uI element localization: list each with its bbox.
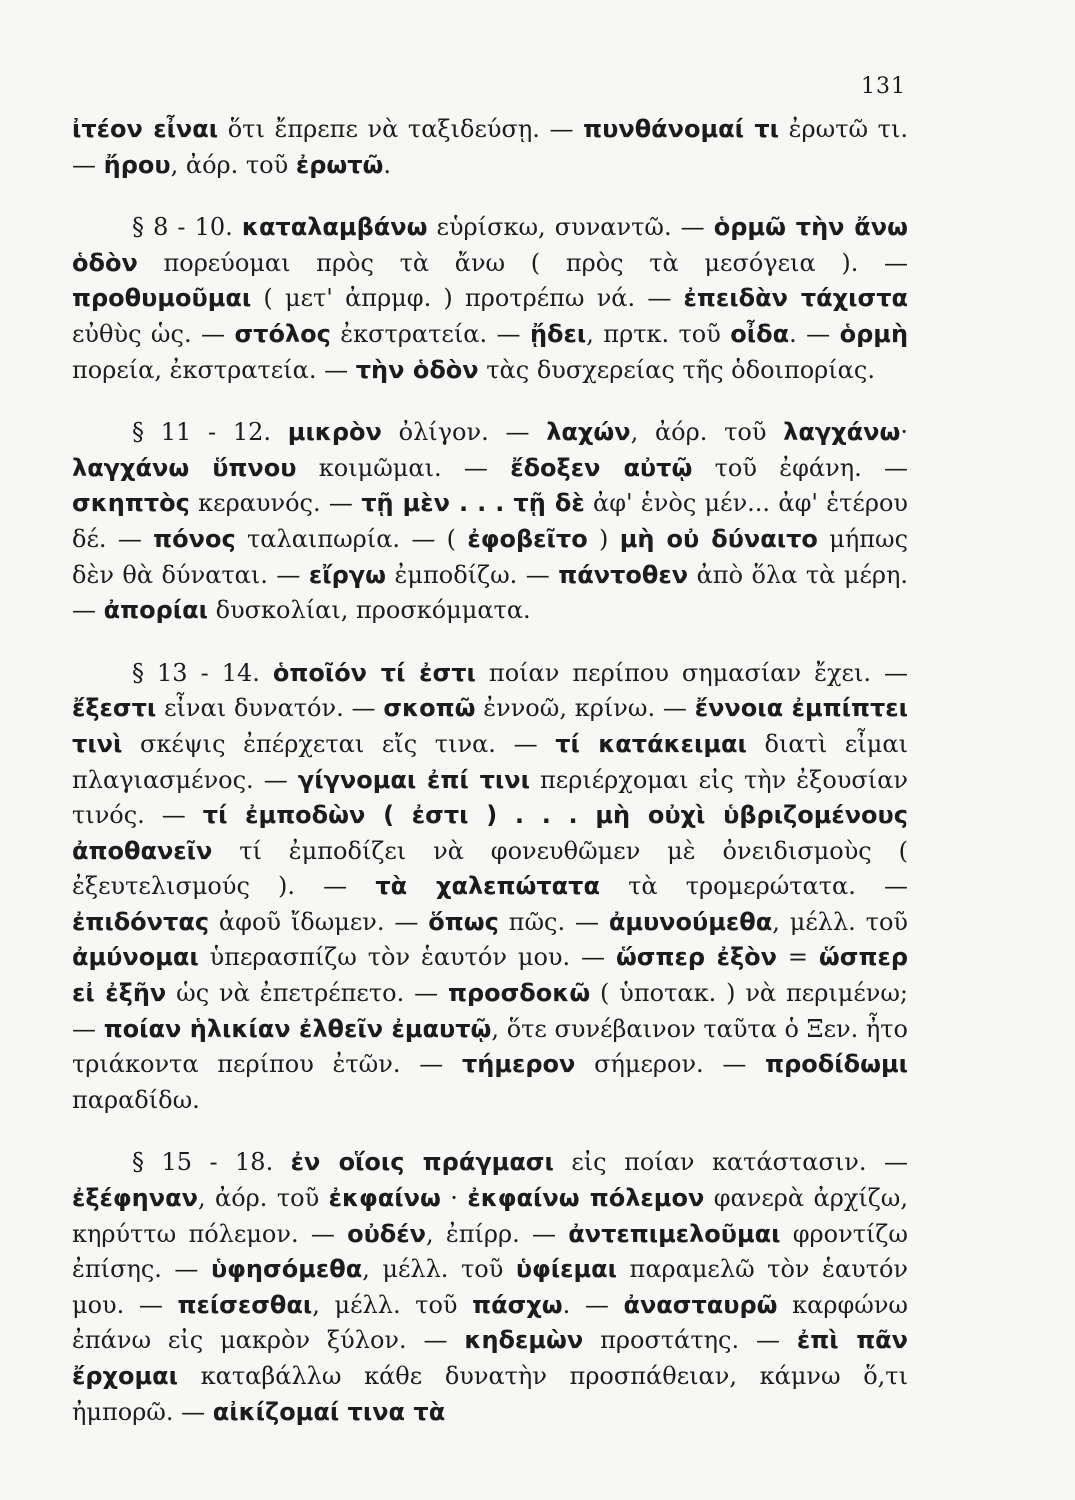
gloss-text: περιέρχομαι εἰς τὴν ἐξουσίαν τινός. — xyxy=(72,765,909,830)
lemma-term: κηδεμὼν xyxy=(464,1326,584,1355)
lemma-term: λαγχάνω ὕπνου xyxy=(72,453,297,482)
lemma-term: ὥσπερ ἐξὸν xyxy=(615,943,778,972)
lemma-term: ᾔδει xyxy=(529,319,587,348)
lemma-term: ὅπως xyxy=(428,907,499,936)
gloss-text: ταλαιπωρία. — ( xyxy=(235,524,468,553)
gloss-text: φροντίζω ἐπίσης. — xyxy=(72,1219,908,1284)
gloss-text: , ἐπίρρ. — xyxy=(425,1219,569,1248)
lemma-term: ἐξέφηναν xyxy=(72,1184,198,1213)
gloss-text: § 15 - 18. xyxy=(132,1148,291,1177)
gloss-text: κοιμῶμαι. — xyxy=(296,453,511,482)
page-number: 131 xyxy=(861,74,906,99)
lemma-term: ἀμύνομαι xyxy=(72,943,199,972)
gloss-text: πορεία, ἐκστρατεία. — xyxy=(72,355,356,384)
gloss-text: τὰς δυσχερείας τῆς ὁδοιπορίας. xyxy=(478,355,875,384)
gloss-text: ἐμποδίζω. — xyxy=(386,560,559,589)
lemma-term: τὴν ὁδὸν xyxy=(355,355,479,384)
gloss-text: , ἀόρ. τοῦ xyxy=(170,150,296,179)
lemma-term: ἐκφαίνω xyxy=(328,1184,441,1213)
lemma-term: πάσχω xyxy=(472,1290,563,1319)
lemma-term: τὰ χαλεπώτατα xyxy=(375,872,600,901)
lemma-term: ἀνασταυρῶ xyxy=(623,1290,778,1319)
gloss-text: εἰς ποίαν κατάστασιν. — xyxy=(553,1148,908,1177)
paragraph xyxy=(72,210,908,388)
lemma-term: στόλος xyxy=(234,319,331,348)
gloss-text: ἀπὸ ὅλα τὰ μέρη. — xyxy=(72,560,908,625)
lemma-term: πόνος xyxy=(153,524,236,553)
gloss-text: τὰ τρομερώτατα. — xyxy=(599,872,909,901)
paragraph xyxy=(72,112,908,183)
lemma-term: ἐκφαίνω πόλεμον xyxy=(467,1184,705,1213)
gloss-text: ἐκστρατεία. — xyxy=(330,319,530,348)
gloss-text: , ἀόρ. τοῦ xyxy=(197,1184,329,1213)
lemma-term: μὴ οὐ δύναιτο xyxy=(619,524,818,553)
lemma-term: τί ἐμποδὼν ( ἐστι ) . . . μὴ οὐχὶ ὑβριζομένους ἀποθανεῖν xyxy=(72,801,908,865)
lemma-term: ἰτέον εἶναι xyxy=(72,115,219,143)
lemma-term: λαχών xyxy=(546,418,631,447)
gloss-text: , μέλλ. τοῦ xyxy=(362,1255,516,1284)
lemma-term: σκοπῶ xyxy=(383,694,476,723)
lemma-term: ὥσπερ εἰ ἐξῆν xyxy=(72,943,908,1008)
lemma-term: λαγχάνω xyxy=(783,418,901,447)
gloss-text: , μέλλ. τοῦ xyxy=(312,1290,473,1319)
lemma-term: ἔννοια ἐμπίπτει τινὶ xyxy=(72,694,909,758)
lemma-term: τήμερον xyxy=(461,1050,576,1079)
gloss-text: φανερὰ ἀρχίζω, κηρύττω πόλεμον. — xyxy=(72,1184,909,1248)
lemma-term: πάντοθεν xyxy=(558,560,689,589)
lemma-term: ἀμυνούμεθα xyxy=(608,907,773,936)
gloss-text: ( μετ' ἀπρμφ. ) προτρέπω νά. — xyxy=(251,284,684,313)
gloss-text: ποίαν περίπου σημασίαν ἔχει. — xyxy=(475,658,908,687)
lemma-term: προσδοκῶ xyxy=(447,979,591,1008)
gloss-text: ) xyxy=(587,524,620,553)
lemma-term: πυνθάνομαί τι xyxy=(583,115,780,143)
lemma-term: τί κατάκειμαι xyxy=(555,729,747,758)
gloss-text: εὑρίσκω, συναντῶ. — xyxy=(427,213,714,242)
lemma-term: πείσεσθαι xyxy=(177,1290,313,1319)
lemma-term: προδίδωμι xyxy=(765,1050,908,1079)
lemma-term: ὑφίεμαι xyxy=(515,1255,618,1284)
lemma-term: ἔξεστι xyxy=(72,694,157,723)
gloss-text: ὅτι ἔπρεπε νὰ ταξιδεύσῃ. — xyxy=(218,115,584,143)
gloss-text: διατὶ εἶμαι πλαγιασμένος. — xyxy=(72,729,908,794)
lemma-term: αἰκίζομαί τινα τὰ xyxy=(212,1397,446,1426)
lemma-term: ἐπὶ πᾶν ἔρχομαι xyxy=(72,1326,909,1390)
gloss-text: § 13 - 14. xyxy=(132,658,273,687)
gloss-text: δυσκολίαι, προσκόμματα. xyxy=(207,596,531,625)
lemma-term: ὁρμῶ τὴν ἄνω ὁδὸν xyxy=(72,213,909,277)
gloss-text: κεραυνός. — xyxy=(189,489,362,518)
gloss-text: . xyxy=(383,150,392,179)
paragraph xyxy=(72,1145,908,1430)
lemma-term: ὁποῖόν τί ἐστι xyxy=(272,658,476,687)
gloss-text: ἀφοῦ ἴδωμεν. — xyxy=(209,907,429,936)
lemma-term: ἀπορίαι xyxy=(103,596,208,625)
gloss-text: , ἀόρ. τοῦ xyxy=(630,418,784,447)
lemma-term: ἐφοβεῖτο xyxy=(467,524,588,553)
gloss-text: , μέλλ. τοῦ xyxy=(772,907,908,936)
gloss-text: πῶς. — xyxy=(498,907,609,936)
lemma-term: σκηπτὸς xyxy=(72,489,190,518)
lemma-term: ἐπειδὰν τάχιστα xyxy=(683,284,908,313)
gloss-text: τί ἐμποδίζει νὰ φονευθῶμεν μὲ ὀνειδισμοὺς ( ἐξευτελισμούς ). — xyxy=(72,836,908,901)
lemma-term: ἐν οἵοις πράγμασι xyxy=(290,1148,554,1177)
paragraph xyxy=(72,415,908,629)
gloss-text: παραδίδω. xyxy=(72,1085,200,1114)
gloss-text: ὑπερασπίζω τὸν ἑαυτόν μου. — xyxy=(198,943,616,972)
gloss-text: σκέψις ἐπέρχεται εἴς τινα. — xyxy=(122,729,556,758)
gloss-text: ἐρωτῶ τι. — xyxy=(72,115,908,179)
body-text xyxy=(72,112,908,1430)
gloss-text: καρφώνω ἐπάνω εἰς μακρὸν ξύλον. — xyxy=(72,1290,908,1355)
gloss-text: ( ὑποτακ. ) νὰ περιμένω; — xyxy=(72,979,909,1043)
lemma-term: καταλαμβάνω xyxy=(241,213,428,242)
gloss-text: εὐθὺς ὡς. — xyxy=(72,319,235,348)
gloss-text: ἐννοῶ, κρίνω. — xyxy=(475,694,695,723)
lemma-term: ἀντεπιμελοῦμαι xyxy=(568,1219,781,1248)
gloss-text: , ὅτε συνέβαινον ταῦτα ὁ Ξεν. ἦτο τριάκοντα περίπου ἐτῶν. — xyxy=(72,1014,909,1079)
lemma-term: ἔδοξεν αὐτῷ xyxy=(510,453,693,482)
gloss-text: , πρτκ. τοῦ xyxy=(586,319,731,348)
gloss-text: σήμερον. — xyxy=(575,1050,766,1079)
gloss-text: προστάτης. — xyxy=(583,1326,797,1355)
lemma-term: μικρὸν xyxy=(287,418,382,447)
lemma-term: ἐπιδόντας xyxy=(72,907,210,936)
lemma-term: προθυμοῦμαι xyxy=(72,284,252,313)
gloss-text: καταβάλλω κάθε δυνατὴν προσπάθειαν, κάμνω ὅ,τι ἠμπορῶ. — xyxy=(72,1362,908,1426)
gloss-text: · xyxy=(900,418,908,447)
gloss-text: . — xyxy=(789,319,840,348)
gloss-text: ὡς νὰ ἐπετρέπετο. — xyxy=(166,979,448,1008)
lemma-term: τῇ μὲν . . . τῇ δὲ xyxy=(361,489,585,518)
lemma-term: ὁρμὴ xyxy=(839,319,909,348)
gloss-text: πορεύομαι πρὸς τὰ ἄνω ( πρὸς τὰ μεσόγεια ). — xyxy=(137,248,908,277)
gloss-text: § 8 - 10. xyxy=(132,213,242,242)
gloss-text: ὀλίγον. — xyxy=(381,418,547,447)
gloss-text: ἀφ' ἑνὸς μέν... ἀφ' ἑτέρου δέ. — xyxy=(72,489,909,553)
lemma-term: ποίαν ἡλικίαν ἐλθεῖν ἐμαυτῷ xyxy=(103,1014,492,1043)
lemma-term: ἤρου xyxy=(103,150,171,179)
gloss-text: = xyxy=(777,943,819,972)
lemma-term: ἐρωτῶ xyxy=(295,150,384,179)
paragraph xyxy=(72,656,908,1119)
lemma-term: οὐδέν xyxy=(347,1219,426,1248)
lemma-term: οἶδα xyxy=(730,319,790,348)
gloss-text: . — xyxy=(562,1290,624,1319)
gloss-text: παραμελῶ τὸν ἑαυτόν μου. — xyxy=(72,1255,909,1319)
lemma-term: εἴργω xyxy=(308,560,387,589)
gloss-text: εἶναι δυνατόν. — xyxy=(156,694,384,723)
lemma-term: γίγνομαι ἐπί τινι xyxy=(297,765,530,794)
gloss-text: · xyxy=(440,1184,468,1213)
gloss-text: μήπως δὲν θὰ δύναται. — xyxy=(72,524,909,589)
lemma-term: ὑφησόμεθα xyxy=(210,1255,363,1284)
gloss-text: τοῦ ἐφάνη. — xyxy=(692,453,908,482)
gloss-text: § 11 - 12. xyxy=(132,418,288,447)
